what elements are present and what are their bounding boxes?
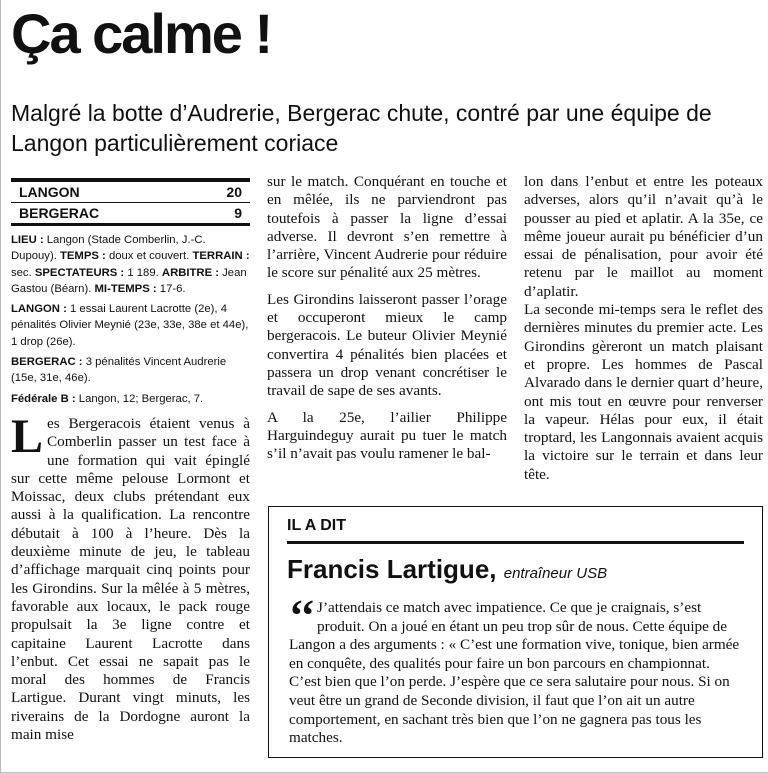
score-row-bergerac (11, 202, 250, 223)
column-2 (267, 173, 507, 471)
article-paragraph-1: es Bergeracois étaient venus à Comberlin passer un test face à une formation qui vait épinglé sur cette même pelouse Lormont et Moissac, deux clubs prétendant eux aussi à la qualification. La rencontre débutait à 100 à l’heure. Dès la deuxième minute de jeu, le tableau d’affichage marquait cinq points pour les Girondins. Sur la mêlée à 5 mètres, favorable aux locaux, le pack rouge propulsait la 3e ligne contre et capitaine Laurent Lacrotte dans l’enbut. Cet essai ne sapait pas le moral des hommes de Francis Lartigue. Durant vingt minuts, les riverains de la Dordogne auront la main mise (11, 414, 250, 744)
article-paragraph-3: A la 25e, l’ailier Philippe Harguindeguy aurait pu tuer le match s’il n’avait pas voulu ramener le bal- (267, 408, 507, 463)
article-body-start (11, 409, 250, 744)
quote-text: J’attendais ce match avec impatience. Ce que je craignais, s’est produit. On a joué en étant un peu trop sûr de nous. Cette équipe de Langon a des arguments : « C’est une formation vive, tonique, bien armée en conquête, des qualités pour faire un bon parcours en championnat. C’est bien que l’on perde. J’espère que ce sera salutaire pour nous. Si on veut être un grand de Seconde division, il faut que l’on ait un autre comportement, en sachant très bien que l’on ne gagnera pas tous les matches. (289, 599, 740, 747)
match-info (11, 232, 250, 407)
score-row-langon (11, 182, 250, 202)
team-name: BERGERAC (19, 205, 100, 221)
team-score: 9 (234, 205, 242, 221)
quote-mark-icon: ‘‘ (289, 591, 316, 640)
bergerac-scorers: BERGERAC : 3 pénalités Vincent Audrerie (15e, 31e, 46e). (11, 356, 227, 385)
speaker-name: Francis Lartigue, (287, 554, 497, 584)
quote-box (268, 506, 763, 758)
quote-tag: IL A DIT (287, 517, 346, 534)
scoreboard (11, 178, 250, 226)
team-name: LANGON (19, 184, 80, 200)
article-paragraph-1-continued: sur le match. Conquérant en touche et en mêlée, ils ne parviendront pas toutefois à passer la ligne d’essai adverse. Il devront s’en remettre à l’arrière, Vincent Audrerie pour réduire le score sur pénalité aux 25 mètres. (267, 173, 507, 282)
headline: Ça calme ! (11, 2, 272, 65)
article-paragraph-2: Les Girondins laisseront passer l’orage et occuperont mieux le camp bergeracois. Le buteur Olivier Meynié convertira 4 pénalités bien placées et passera un drop venant concrétiser le travail de sape de ses avants. (267, 290, 507, 400)
quote-text-block (289, 591, 744, 748)
column-3 (524, 173, 763, 484)
langon-scorers: LANGON : 1 essai Laurent Lacrotte (2e), 4 pénalités Olivier Meynié (23e, 33e, 38e et 44e), 1 drop (26e). (11, 303, 249, 348)
drop-cap: L (11, 409, 44, 463)
match-conditions: LIEU : Langon (Stade Comberlin, J.-C. Dupouy). TEMPS : doux et couvert. TERRAIN : sec. SPECTATEURS : 1 189. ARBITRE : Jean Gastou (Béarn). MI-TEMPS : 17-6. (11, 234, 250, 295)
subheadline: Malgré la botte d’Audrerie, Bergerac chute, contré par une équipe de Langon particulièrement coriace (11, 100, 712, 156)
team-score: 20 (226, 184, 242, 200)
speaker-role: entraîneur USB (503, 565, 608, 582)
column-1 (11, 178, 250, 744)
article-paragraph-4: La seconde mi-temps sera le reflet des dernières minutes du premier acte. Les Girondins gèreront un match plaisant et propre. Les hommes de Pascal Alvarado dans le dernier quart d’heure, ont mis tout en œuvre pour renverser la vapeur. Hélas pour eux, il était troptard, les Langonnais avaient acquis la victoire sur le terrain et dans leur tête. (524, 301, 763, 483)
league-standing: Fédérale B : Langon, 12; Bergerac, 7. (11, 392, 204, 405)
quote-divider (287, 541, 744, 544)
quote-speaker (287, 554, 607, 585)
article-paragraph-3-continued: lon dans l’enbut et entre les poteaux adverses, alors qu’il n’avait qu’à le pousser au pied et aplatir. A la 35e, ce même joueur aurait pu bénéficier d’un essai de pénalisation, pour avoir été retenu par le maillot au moment d’aplatir. (524, 173, 763, 300)
